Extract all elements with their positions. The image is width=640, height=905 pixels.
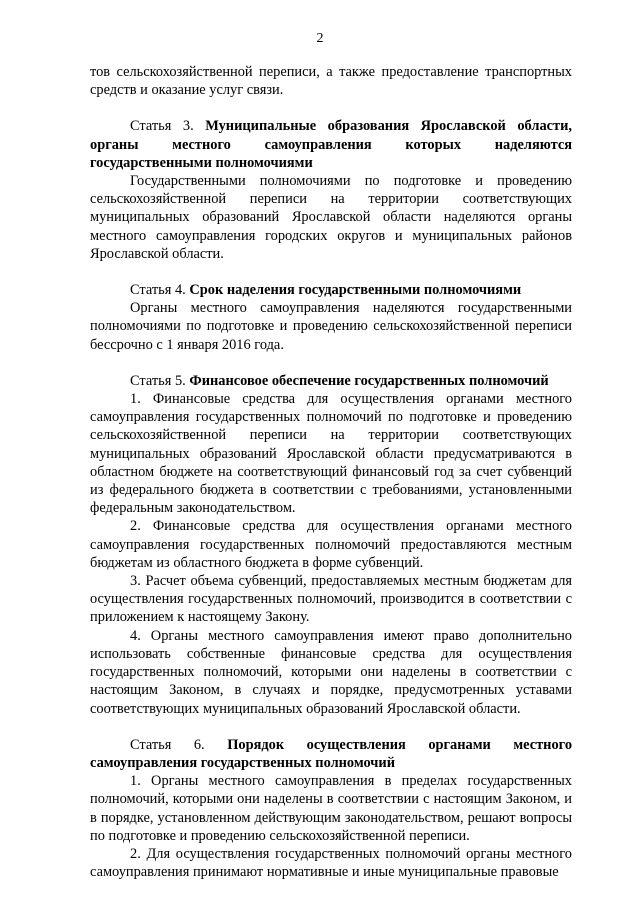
article-4-title: Срок наделения государственными полномочиями [189,282,522,299]
article-6-paragraph-2: 2. Для осуществления государственных полномочий органы местного самоуправления принимают нормативные и иные муниципальные правовые [90,845,572,881]
article-5-paragraph-4: 4. Органы местного самоуправления имеют право дополнительно использовать собственные финансовые средства для осуществления государственных полномочий, которыми они наделены в соответствии с настоящим Законом, в случаях и порядке, предусмотренных уставами соответствующих муниципальных образований Ярославской области. [90,627,572,717]
article-6-label: Статья 6. [130,736,205,753]
document-body [90,63,572,881]
article-5-label: Статья 5. [130,372,186,389]
article-4-paragraph-1: Органы местного самоуправления наделяются государственными полномочиями по подготовке и проведению сельскохозяйственной переписи бессрочно с 1 января 2016 года. [90,300,572,353]
article-4-heading [90,281,572,299]
article-3-title: Муниципальные образования Ярославской области, органы местного самоуправления которых наделяются государственными полномочиями [90,118,572,171]
article-3-paragraph-1: Государственными полномочиями по подготовке и проведению сельскохозяйственной переписи на территории соответствующих муниципальных образований Ярославской области наделяются органы местного самоуправления городских округов и муниципальных районов Ярославской области. [90,173,572,262]
intro-paragraph: тов сельскохозяйственной переписи, а также предоставление транспортных средств и оказание услуг связи. [90,64,572,99]
article-5-title: Финансовое обеспечение государственных полномочий [189,372,549,389]
page-number: 2 [316,31,324,46]
article-5-paragraph-1: 1. Финансовые средства для осуществления органами местного самоуправления государственных полномочий по подготовке и проведению сельскохозяйственной переписи на территории соответствующих муниципальных образований Ярославской области предусматриваются в областном бюджете на соответствующий финансовый год за счет субвенций из федерального бюджета в соответствии с требованиями, установленными федеральным законодательством. [90,391,572,517]
article-3-label: Статья 3. [130,118,194,135]
article-5-heading [90,372,572,390]
article-5-paragraph-3: 3. Расчет объема субвенций, предоставляемых местным бюджетам для осуществления государственных полномочий, производится в соответствии с приложением к настоящему Закону. [90,573,572,626]
article-4-label: Статья 4. [130,282,186,299]
article-6-paragraph-1: 1. Органы местного самоуправления в пределах государственных полномочий, которыми они наделены в соответствии с настоящим Законом, и в порядке, установленном действующим законодательством, решают вопросы по подготовке и проведению сельскохозяйственной переписи. [90,773,572,844]
article-6-title: Порядок осуществления органами местного самоуправления государственных полномочий [90,736,573,771]
article-6-heading [90,736,572,772]
article-5-paragraph-2: 2. Финансовые средства для осуществления органами местного самоуправления государственных полномочий предоставляются местным бюджетам из областного бюджета в форме субвенций. [90,518,572,571]
article-3-heading [90,117,572,172]
